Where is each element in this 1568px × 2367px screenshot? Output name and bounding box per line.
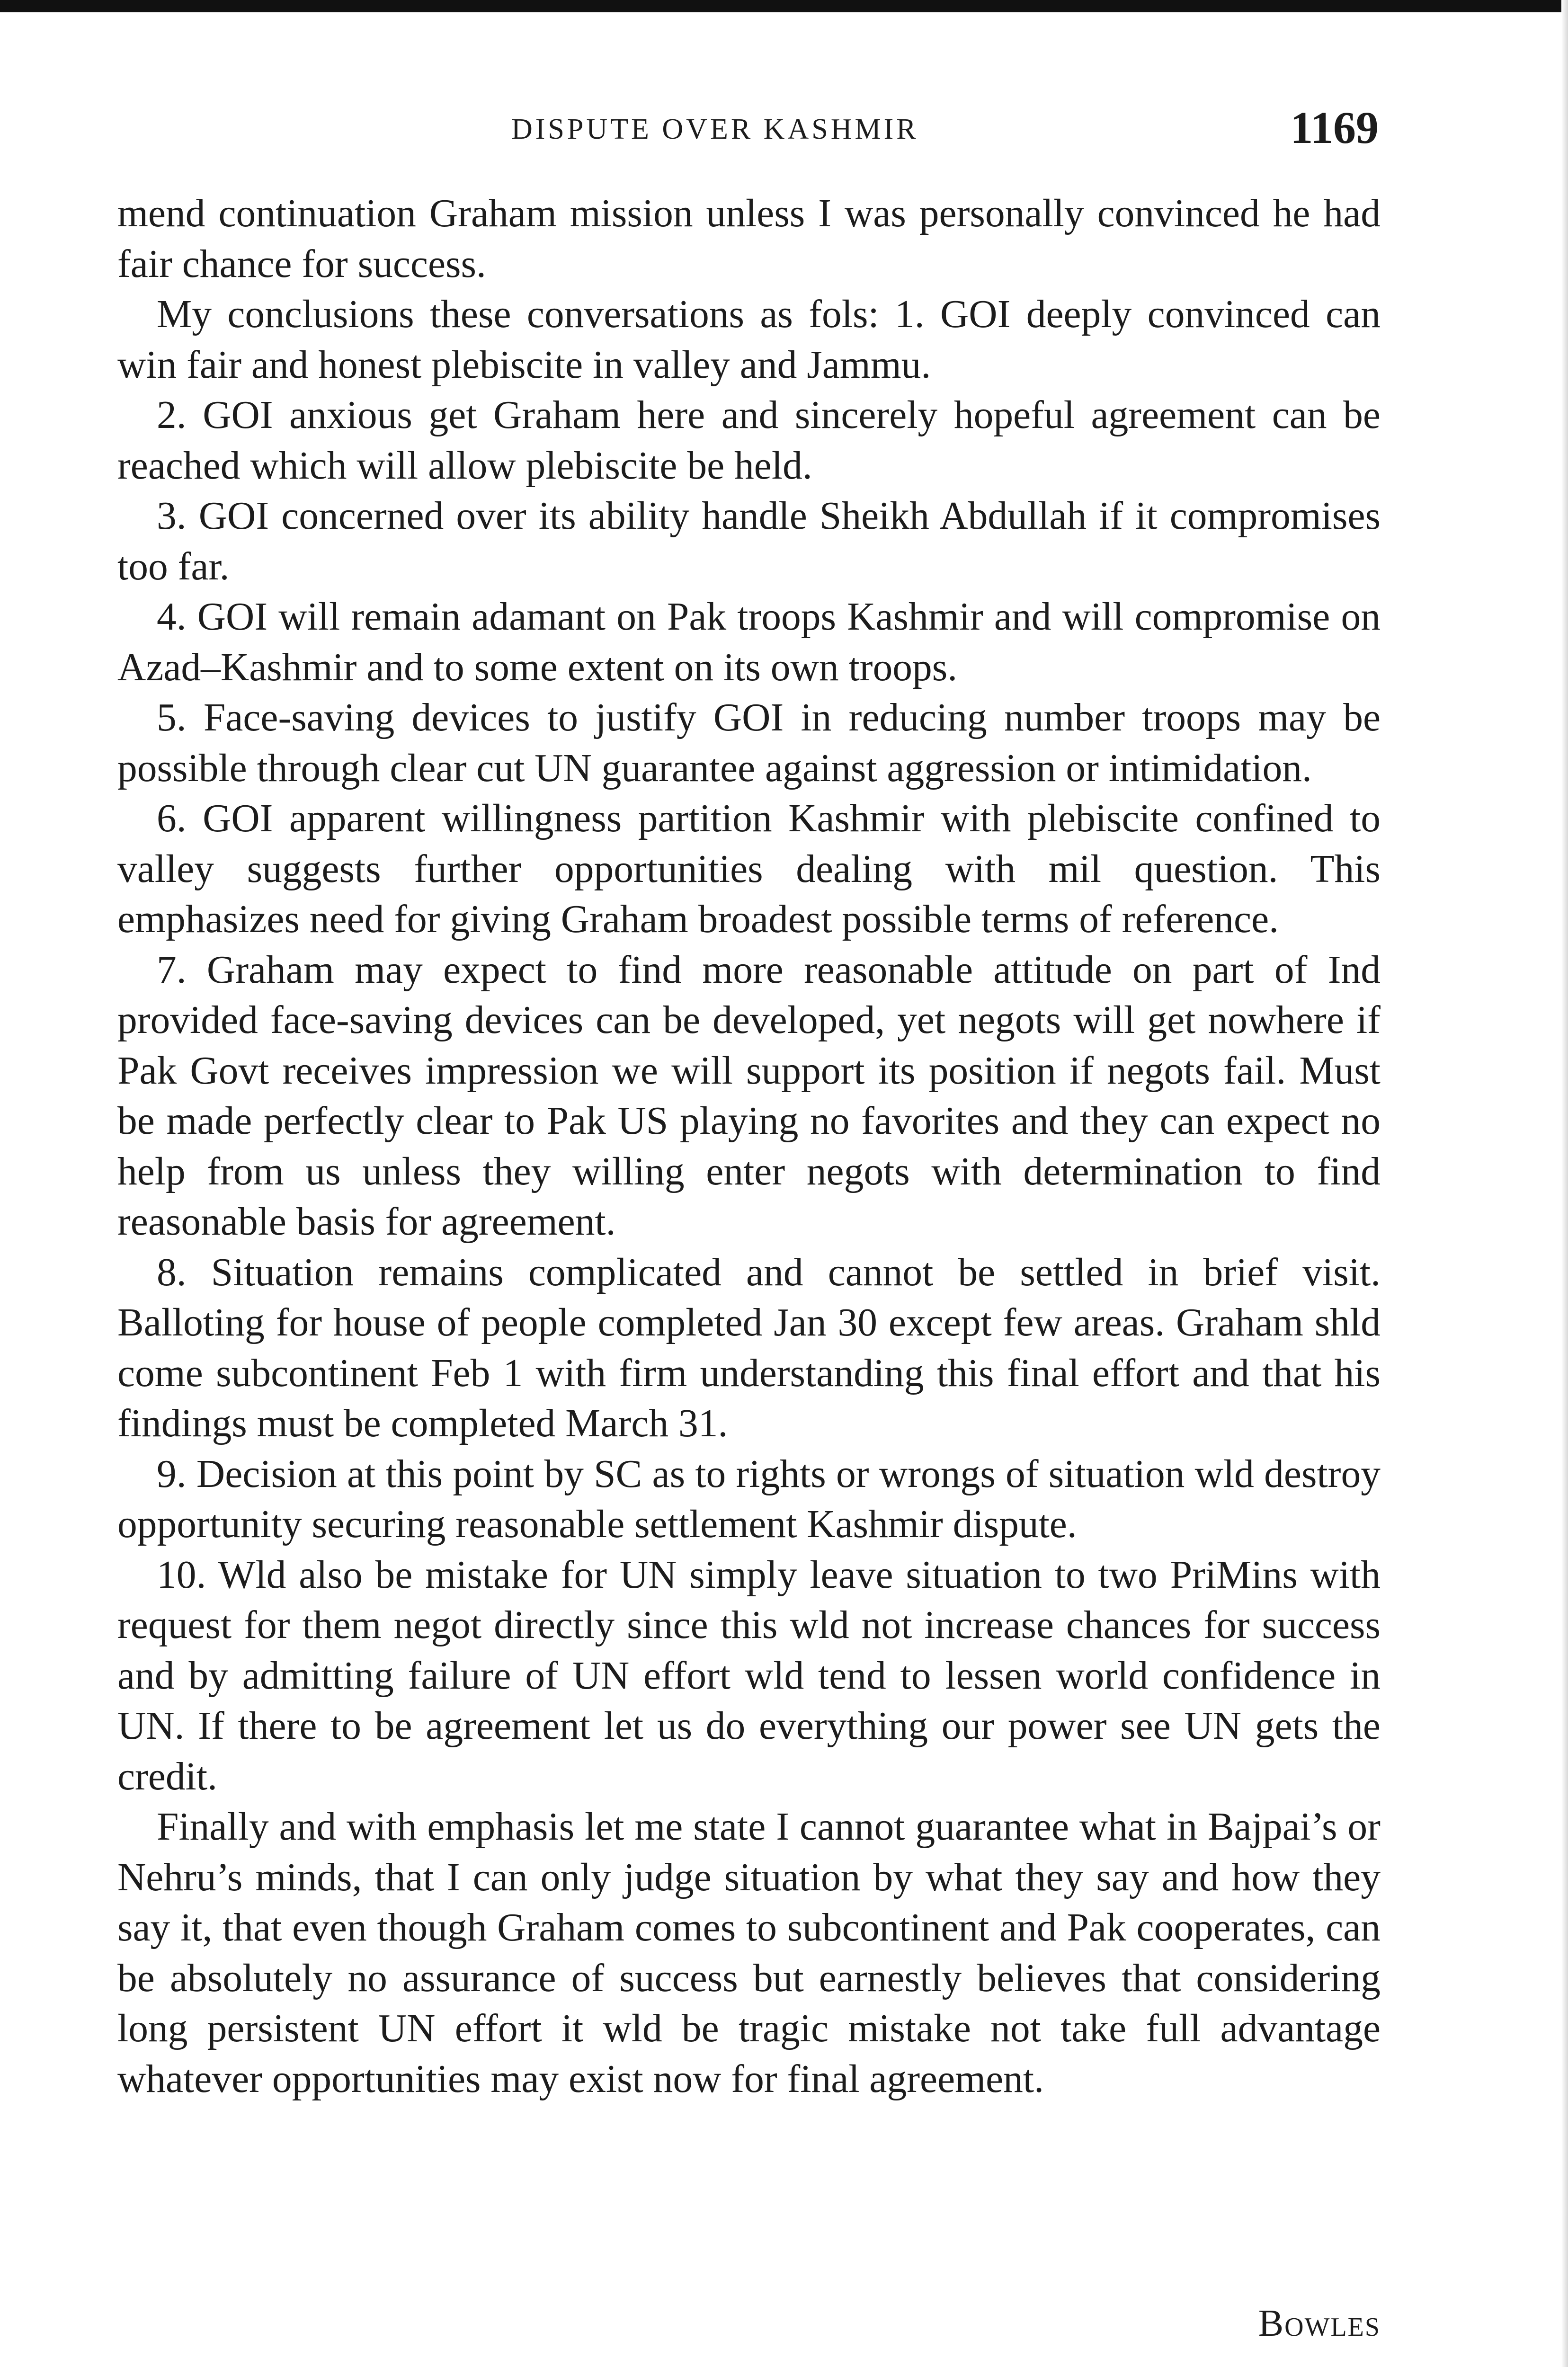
paragraph-point-7: 7. Graham may expect to find more reasonable attitude on part of Ind provided face-saving devices can be developed, yet negots will get nowhere if Pak Govt receives impression we will support its position if negots fail. Must be made perfectly clear to Pak US playing no favorites and they can expect no help from us unless they willing enter negots with determination to find reasonable basis for agreement. (117, 948, 1381, 1244)
paragraph-continuation: mend continuation Graham mission unless I was personally convinced he had fair chance for success. (117, 192, 1381, 286)
page-edge-shadow (1561, 0, 1568, 2367)
paragraph-point-4: 4. GOI will remain adamant on Pak troops Kashmir and will compromise on Azad–Kashmir and to some extent on its own troops. (117, 595, 1381, 689)
paragraph-point-3: 3. GOI concerned over its ability handle Sheikh Abdullah if it compromises too far. (117, 494, 1381, 588)
signature: Bowles (1258, 2303, 1381, 2344)
paragraph-point-5: 5. Face-saving devices to justify GOI in reducing number troops may be possible through clear cut UN guarantee against aggression or intimidation. (117, 696, 1381, 790)
paragraph-point-6: 6. GOI apparent willingness partition Kashmir with plebiscite confined to valley suggests further opportunities dealing with mil question. This emphasizes need for giving Graham broadest possible terms of reference. (117, 797, 1381, 941)
paragraph-point-9: 9. Decision at this point by SC as to rights or wrongs of situation wld destroy opportunity securing reasonable settlement Kashmir dispute. (117, 1452, 1381, 1546)
running-title: DISPUTE OVER KASHMIR (511, 113, 919, 145)
paragraph-closing: Finally and with emphasis let me state I cannot guarantee what in Bajpai’s or Nehru’s minds, that I can only judge situation by what they say and how they say it, that even though Graham comes to subcontinent and Pak cooperates, can be absolutely no assurance of success but earnestly believes that considering long persistent UN effort it wld be tragic mistake not take full advantage whatever opportunities may exist now for final agreement. (117, 1805, 1381, 2101)
paragraph-point-2: 2. GOI anxious get Graham here and sincerely hopeful agreement can be reached which will allow plebiscite be held. (117, 393, 1381, 488)
top-border-rule (0, 0, 1568, 12)
page-number: 1169 (1290, 102, 1379, 153)
paragraph-point-8: 8. Situation remains complicated and cannot be settled in brief visit. Balloting for house of people completed Jan 30 except few areas. Graham shld come subcontinent Feb 1 with firm understanding this final effort and that his findings must be completed March 31. (117, 1250, 1381, 1445)
paragraph-point-10: 10. Wld also be mistake for UN simply leave situation to two PriMins with request for them negot directly since this wld not increase chances for success and by admitting failure of UN effort wld tend to lessen world confidence in UN. If there to be agreement let us do everything our power see UN gets the credit. (117, 1553, 1381, 1798)
running-header (0, 102, 1568, 159)
body-text (117, 188, 1381, 2104)
paragraph-conclusions-intro: My conclusions these conversations as fols: 1. GOI deeply convinced can win fair and honest plebiscite in valley and Jammu. (117, 293, 1381, 387)
